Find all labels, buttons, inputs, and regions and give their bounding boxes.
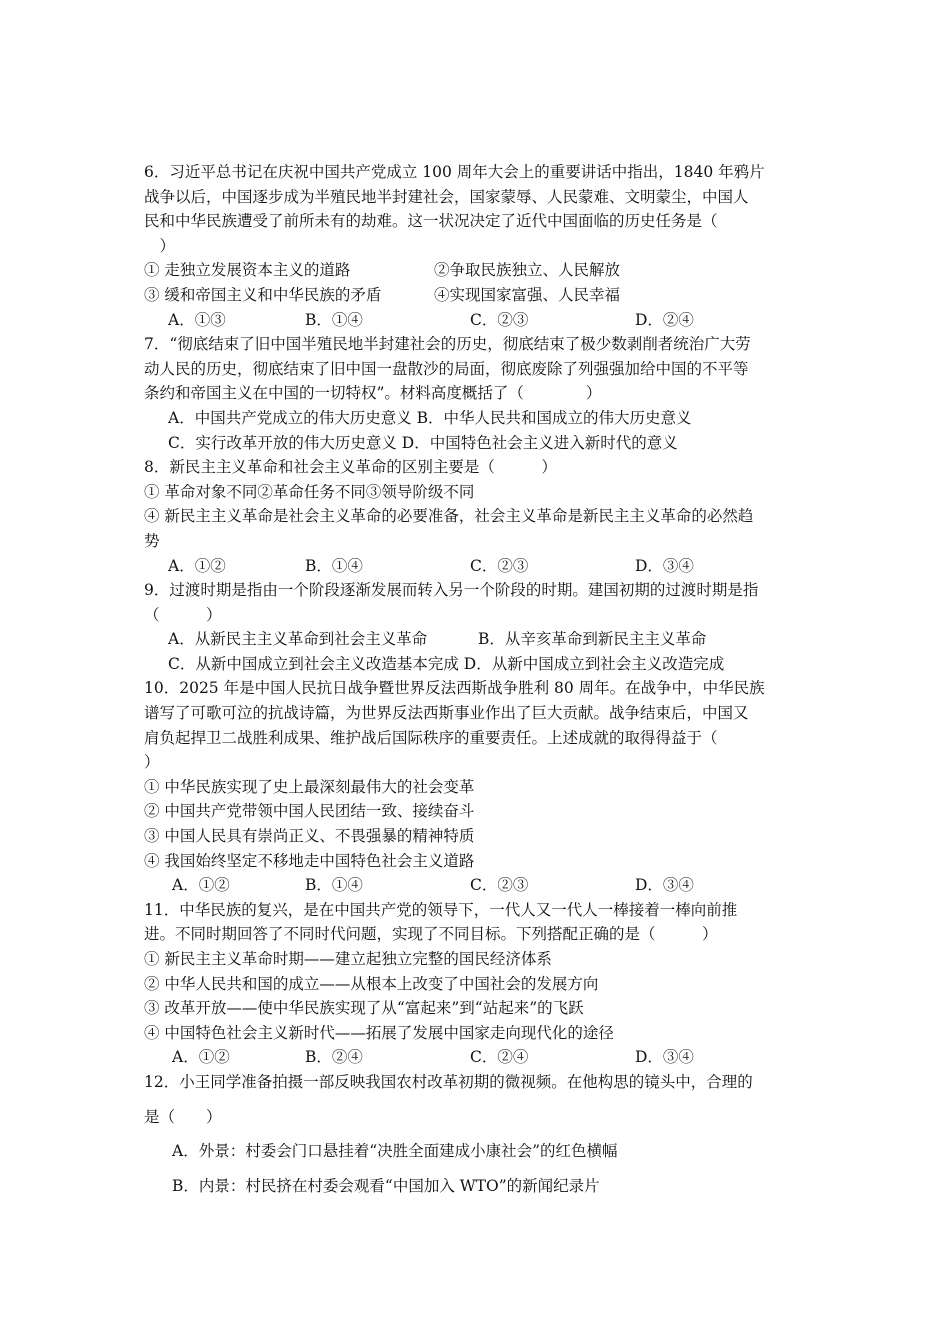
question-12 [144,1070,812,1198]
option-b[interactable]: B．内景：村民挤在村委会观看“中国加入 WTO”的新闻纪录片 [172,1176,600,1195]
statement: ① 走独立发展资本主义的道路 [144,261,351,280]
statement: ① 新民主主义革命时期——建立起独立完整的国民经济体系 [144,950,552,968]
statement-row [144,283,812,308]
statement: ④ 中国特色社会主义新时代——拓展了发展中国家走向现代化的途径 [144,1023,614,1042]
answer-options [144,873,812,898]
statement: ④ 我国始终坚定不移地走中国特色社会主义道路 [144,851,475,870]
statement: ② 中华人民共和国的成立——从根本上改变了中国社会的发展方向 [144,974,599,993]
answer-options [144,308,812,333]
option-c[interactable]: C．②③ [470,556,529,575]
statement: ② 中国共产党带领中国人民团结一致、接续奋斗 [144,802,475,821]
option-b[interactable]: B．①④ [305,310,363,329]
question-text: （ ） [144,605,222,624]
question-text: 条约和帝国主义在中国的一切特权”。材料高度概括了（ ） [144,384,602,403]
question-text: 进。不同时期回答了不同时代问题，实现了不同目标。下列搭配正确的是（ ） [144,925,718,944]
question-text: 10．2025 年是中国人民抗日战争暨世界反法西斯战争胜利 80 周年。在战争中，中华民族 [144,679,765,698]
statement: ④ 新民主主义革命是社会主义革命的必要准备，社会主义革命是新民主主义革命的必然趋 [144,507,754,526]
exam-page [144,160,812,1198]
statement: ④实现国家富强、人民幸福 [434,285,621,304]
option-a[interactable]: A．从新民主主义革命到社会主义革命 [168,630,428,649]
question-text: 是（ ） [144,1107,222,1126]
question-text: 肩负起捍卫二战胜利成果、维护战后国际秩序的重要责任。上述成就的取得得益于（ [144,728,718,747]
question-8 [144,455,812,578]
question-text: 6．习近平总书记在庆祝中国共产党成立 100 周年大会上的重要讲话中指出，1840 年鸦片 [144,163,765,181]
option-c[interactable]: C．②④ [470,1048,529,1067]
option-d[interactable]: D．③④ [635,556,694,575]
option-b[interactable]: B．①④ [305,876,363,895]
option-a[interactable]: A．①③ [168,310,226,329]
statement-row [144,258,812,283]
statement: ① 革命对象不同②革命任务不同③领导阶级不同 [144,482,475,501]
question-text: 12．小王同学准备拍摄一部反映我国农村改革初期的微视频。在他构思的镜头中，合理的 [144,1072,753,1091]
question-text: 动人民的历史，彻底结束了旧中国一盘散沙的局面，彻底废除了列强强加给中国的不平等 [144,359,749,378]
answer-options [144,1045,812,1070]
statement: ① 中华民族实现了史上最深刻最伟大的社会变革 [144,777,475,796]
question-text: 9．过渡时期是指由一个阶段逐渐发展而转入另一个阶段的时期。建国初期的过渡时期是指 [144,581,759,600]
option-row[interactable]: A．中国共产党成立的伟大历史意义 B．中华人民共和国成立的伟大历史意义 [168,408,692,427]
option-row[interactable]: C．实行改革开放的伟大历史意义 D．中国特色社会主义进入新时代的意义 [168,433,678,452]
question-text: 7．“彻底结束了旧中国半殖民地半封建社会的历史，彻底结束了极少数剥削者统治广大劳 [144,335,751,354]
option-a[interactable]: A．①② [172,1048,230,1067]
question-text: ） [144,753,160,772]
statement: 势 [144,531,160,550]
statement: ②争取民族独立、人民解放 [434,261,621,280]
option-row [144,627,812,652]
option-b[interactable]: B．从辛亥革命到新民主主义革命 [478,630,707,649]
question-9 [144,578,812,676]
question-11 [144,898,812,1070]
option-b[interactable]: B．①④ [305,556,363,575]
option-row[interactable]: C．从新中国成立到社会主义改造基本完成 D．从新中国成立到社会主义改造完成 [168,654,725,673]
statement: ③ 缓和帝国主义和中华民族的矛盾 [144,285,382,304]
option-a[interactable]: A．外景：村委会门口悬挂着“决胜全面建成小康社会”的红色横幅 [172,1142,618,1161]
question-10 [144,676,812,897]
option-a[interactable]: A．①② [168,556,226,575]
question-6 [144,160,812,332]
question-7 [144,332,812,455]
option-c[interactable]: C．②③ [470,310,529,329]
option-a[interactable]: A．①② [172,876,230,895]
answer-options [144,554,812,579]
statement: ③ 改革开放——使中华民族实现了从“富起来”到“站起来”的飞跃 [144,999,584,1018]
question-text: 8．新民主主义革命和社会主义革命的区别主要是（ ） [144,458,557,477]
question-text: ） [144,236,176,255]
option-d[interactable]: D．③④ [635,1048,694,1067]
option-d[interactable]: D．③④ [635,876,694,895]
question-text: 谱写了可歌可泣的抗战诗篇，为世界反法西斯事业作出了巨大贡献。战争结束后，中国又 [144,704,749,723]
question-text: 民和中华民族遭受了前所未有的劫难。这一状况决定了近代中国面临的历史任务是（ [144,212,718,231]
statement: ③ 中国人民具有崇尚正义、不畏强暴的精神特质 [144,827,475,846]
option-b[interactable]: B．②④ [305,1048,363,1067]
question-text: 战争以后，中国逐步成为半殖民地半封建社会，国家蒙辱、人民蒙难、文明蒙尘，中国人 [144,187,749,206]
option-c[interactable]: C．②③ [470,876,529,895]
option-d[interactable]: D．②④ [635,310,694,329]
question-text: 11．中华民族的复兴，是在中国共产党的领导下，一代人又一代人一棒接着一棒向前推 [144,900,738,919]
